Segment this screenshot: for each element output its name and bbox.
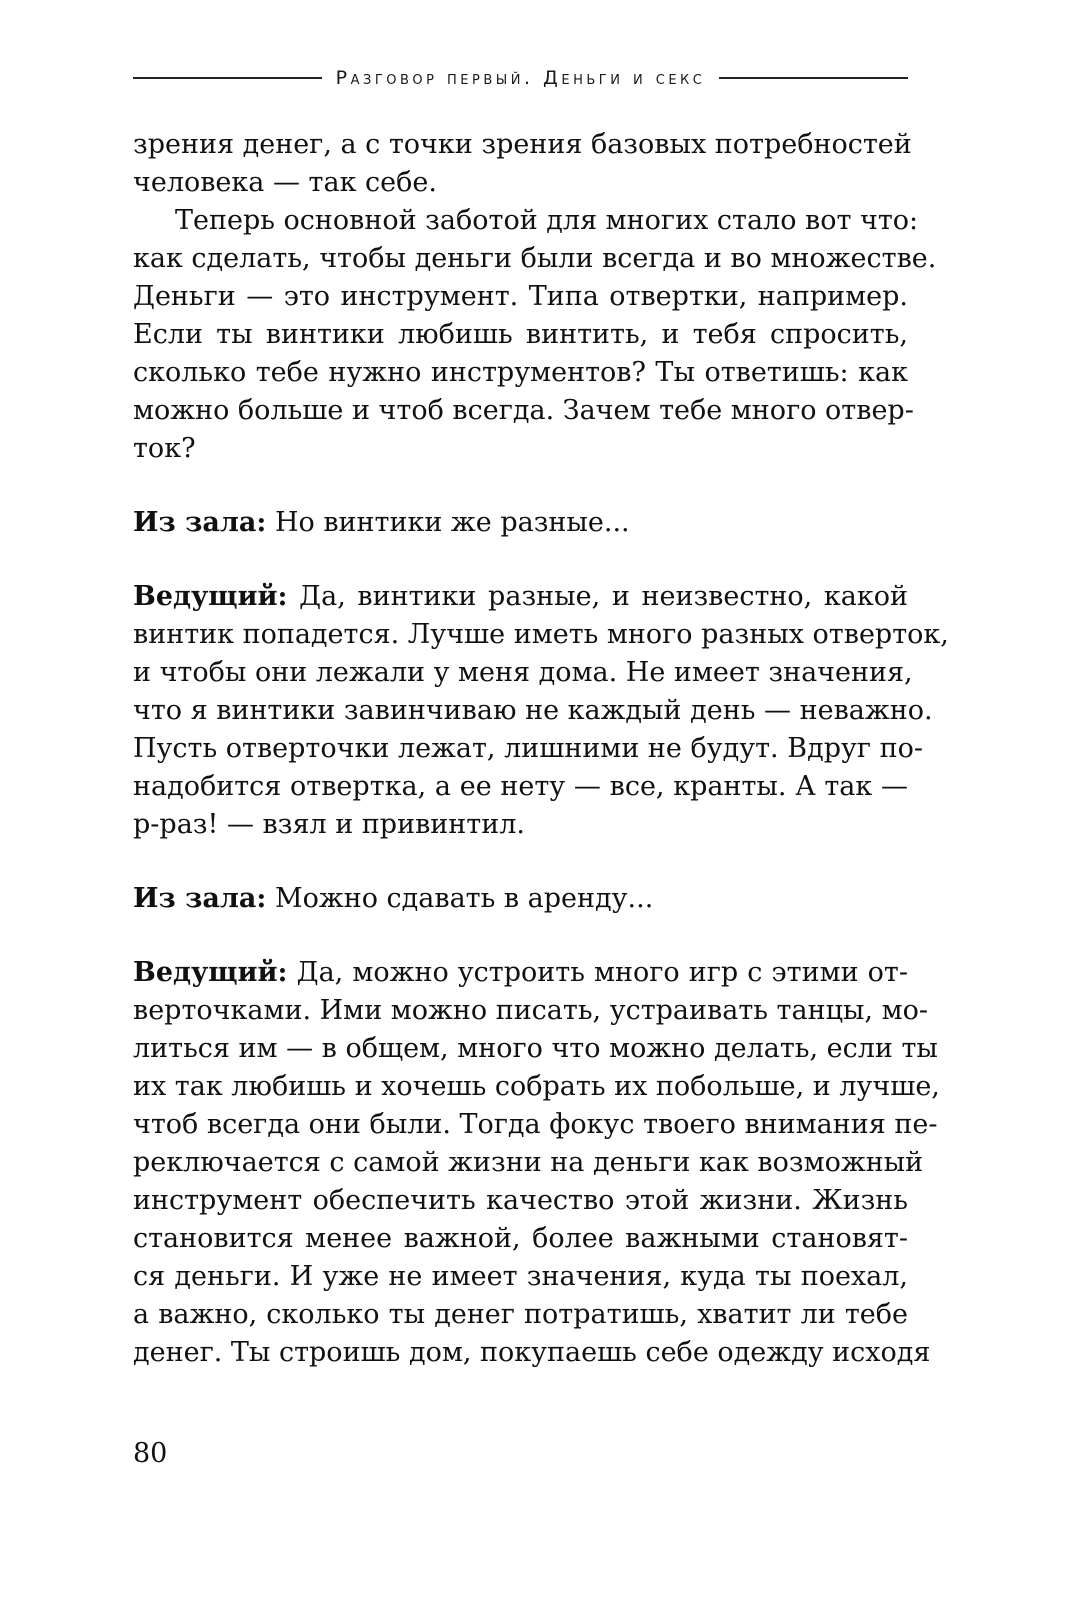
text-line: что я винтики завинчиваю не каждый день — неважно. (133, 695, 933, 726)
text-line: и чтобы они лежали у меня дома. Не имеет значения, (133, 657, 913, 688)
running-title: Разговор первый. Деньги и секс (335, 67, 706, 89)
header-rule-left (133, 77, 322, 79)
text-line: сколько тебе нужно инструментов? Ты ответишь: как (133, 357, 908, 388)
text-line: зрения денег, а с точки зрения базовых потребностей (133, 129, 912, 160)
text-line: денег. Ты строишь дом, покупаешь себе одежду исходя (133, 1337, 931, 1368)
text-line: человека — так себе. (133, 167, 437, 198)
text-line: литься им — в общем, много что можно делать, если ты (133, 1033, 938, 1064)
speech-text: Но винтики же разные... (266, 507, 630, 538)
text-line: Теперь основной заботой для многих стало вот что: (175, 205, 919, 236)
speaker-label: Ведущий: (133, 957, 288, 988)
speaker-label: Из зала: (133, 883, 267, 914)
speech-text: Можно сдавать в аренду... (266, 883, 654, 914)
text-line: р-раз! — взял и привинтил. (133, 809, 525, 840)
text-line: чтоб всегда они были. Тогда фокус твоего внимания пе- (133, 1109, 938, 1140)
text-line: инструмент обеспечить качество этой жизни. Жизнь (133, 1185, 908, 1216)
header-rule-right (719, 77, 908, 79)
text-line: становится менее важной, более важными становят- (133, 1223, 908, 1254)
text-line: их так любишь и хочешь собрать их побольше, и лучше, (133, 1071, 940, 1102)
dialogue-line (133, 880, 908, 918)
page-body (133, 126, 949, 1372)
text-line: верточками. Ими можно писать, устраивать танцы, мо- (133, 995, 928, 1026)
text-line: ток? (133, 433, 196, 464)
page-number: 80 (133, 1438, 168, 1469)
speech-text: Да, можно устроить много игр с этими от- (287, 957, 908, 988)
text-line: Деньги — это инструмент. Типа отвертки, например. (133, 281, 908, 312)
dialogue-line (133, 578, 908, 616)
running-header (133, 62, 908, 94)
text-line: ся деньги. И уже не имеет значения, куда ты поехал, (133, 1261, 908, 1292)
text-line: винтик попадется. Лучше иметь много разных отверток, (133, 619, 949, 650)
text-line: Если ты винтики любишь винтить, и тебя спросить, (133, 319, 908, 350)
text-line: а важно, сколько ты денег потратишь, хватит ли тебе (133, 1299, 908, 1330)
speaker-label: Из зала: (133, 507, 267, 538)
text-line: надобится отвертка, а ее нету — все, кранты. А так — (133, 771, 908, 802)
text-line: реключается с самой жизни на деньги как возможный (133, 1147, 924, 1178)
text-line: Пусть отверточки лежат, лишними не будут. Вдруг по- (133, 733, 923, 764)
dialogue-line (133, 504, 908, 542)
speech-text: Да, винтики разные, и неизвестно, какой (287, 581, 908, 612)
dialogue-line (133, 954, 908, 992)
text-line: можно больше и чтоб всегда. Зачем тебе много отвер- (133, 395, 914, 426)
text-line: как сделать, чтобы деньги были всегда и во множестве. (133, 243, 937, 274)
speaker-label: Ведущий: (133, 581, 288, 612)
